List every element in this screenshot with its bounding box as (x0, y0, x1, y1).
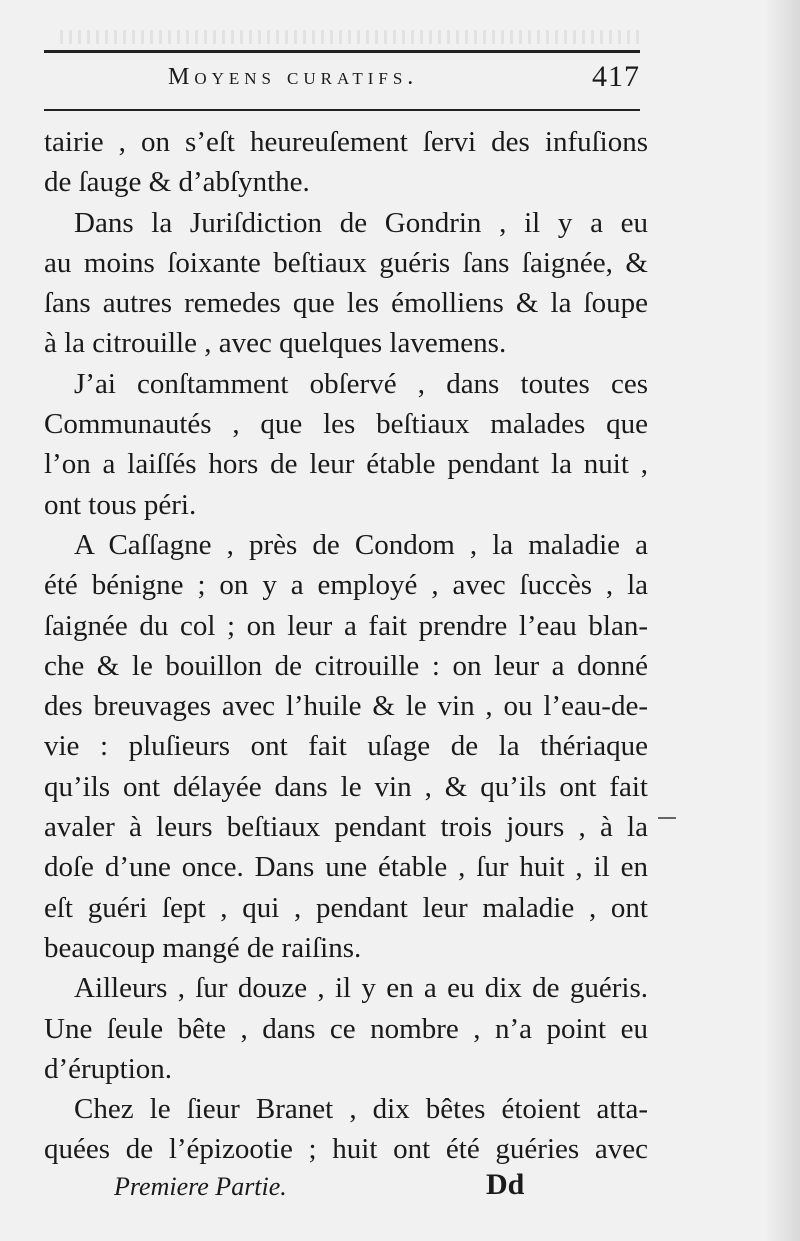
text-line: vie : pluſieurs ont fait uſage de la thériaque (44, 730, 648, 763)
text-line: doſe d’une once. Dans une étable , ſur huit , il en (44, 851, 648, 884)
page-number: 417 (592, 60, 640, 93)
text-line: Une ſeule bête , dans ce nombre , n’a point eu (44, 1012, 648, 1045)
page-footer (44, 1168, 644, 1212)
running-head (44, 60, 640, 106)
text-line: Communautés , que les beſtiaux malades que (44, 408, 648, 441)
text-line: de ſauge & d’abſynthe. (44, 166, 310, 199)
text-line: tairie , on s’eſt heureuſement ſervi des infuſions (44, 126, 648, 158)
show-through-marks (60, 30, 640, 44)
text-line: eſt guéri ſept , qui , pendant leur maladie , ont (44, 891, 648, 924)
text-line: avaler à leurs beſtiaux pendant trois jours , à la (44, 811, 648, 844)
text-line: été bénigne ; on y a employé , avec ſuccès , la (44, 569, 648, 602)
text-line: au moins ſoixante beſtiaux guéris ſans ſaignée, & (44, 246, 648, 279)
text-line: Ailleurs , ſur douze , il y en a eu dix de guéris. (74, 972, 648, 1005)
body-text (44, 122, 648, 1170)
text-line: che & le bouillon de citrouille : on leur a donné (44, 649, 648, 682)
text-line: l’on a laiſſés hors de leur étable pendant la nuit , (44, 448, 648, 481)
text-line: Chez le ſieur Branet , dix bêtes étoient atta- (74, 1093, 648, 1126)
signature-mark: Dd (486, 1168, 525, 1201)
text-line: J’ai conſtamment obſervé , dans toutes ces (74, 367, 648, 400)
top-rule (44, 50, 640, 53)
text-line: ſans autres remedes que les émolliens & la ſoupe (44, 287, 648, 320)
text-line: d’éruption. (44, 1052, 173, 1085)
margin-mark (658, 817, 676, 819)
text-line: ſaignée du col ; on leur a fait prendre l’eau blan- (44, 609, 648, 642)
text-line: beaucoup mangé de raiſins. (44, 931, 362, 964)
text-line: qu’ils ont délayée dans le vin , & qu’ils ont fait (44, 770, 648, 803)
text-line: des breuvages avec l’huile & le vin , ou l’eau-de- (44, 690, 648, 723)
text-line: quées de l’épizootie ; huit ont été guéries avec (44, 1133, 648, 1166)
page-edge-shadow (766, 0, 800, 1241)
running-title: Moyens curatifs. (168, 64, 419, 90)
text-line: ont tous péri. (44, 488, 197, 521)
signature-part-label: Premiere Partie. (114, 1172, 287, 1201)
text-line: A Caſſagne , près de Condom , la maladie a (74, 528, 648, 561)
header-rule (44, 109, 640, 111)
text-line: Dans la Juriſdiction de Gondrin , il y a eu (74, 206, 648, 239)
text-line: à la citrouille , avec quelques lavemens. (44, 327, 507, 360)
